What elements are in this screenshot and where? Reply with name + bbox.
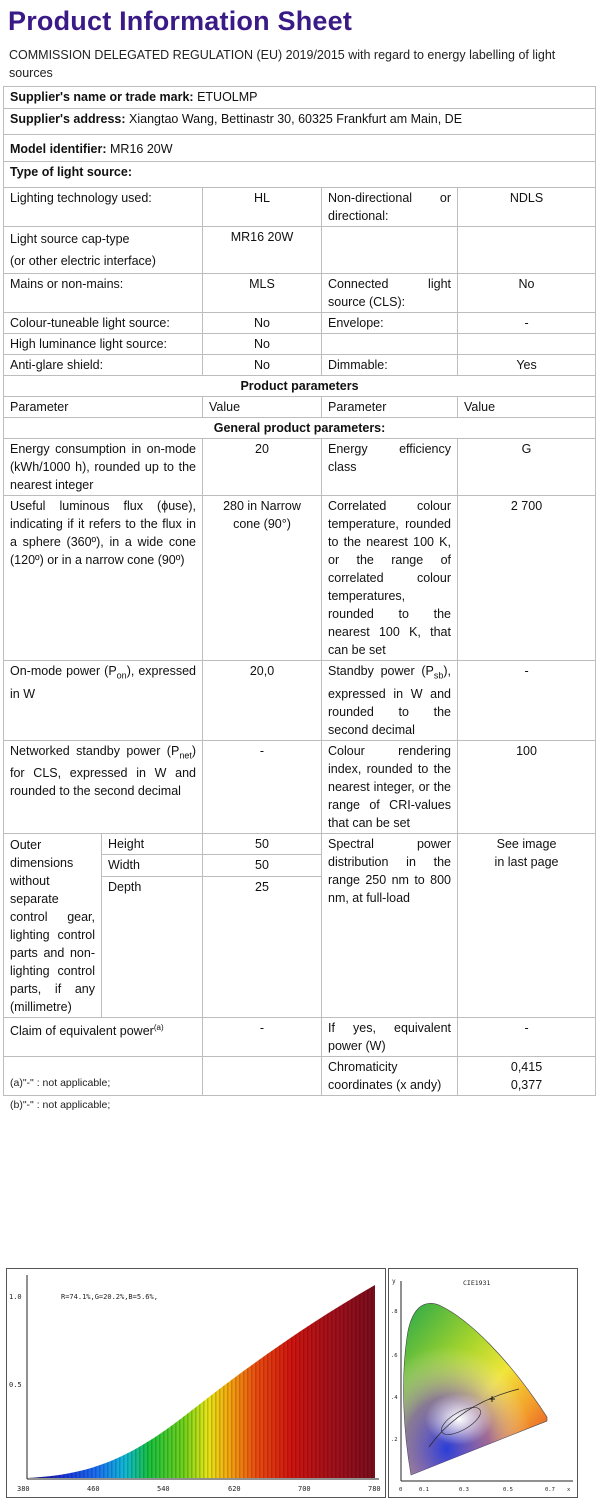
spectrum-y-tick: 0.5 — [9, 1381, 22, 1389]
energy-class-label: Energy efficiency class — [322, 439, 458, 496]
cls-label: Connected light source (CLS): — [322, 274, 458, 313]
spectrum-stripes — [27, 1285, 375, 1478]
cct-label: Correlated colour temperature, rounded to the nearest 100 K, or the range of correlated colour temperatures, rounded to the nearest 100 K, that can be set — [322, 496, 458, 661]
cie-y-tick: .2 — [391, 1437, 398, 1443]
type-heading-row — [4, 162, 596, 188]
spectrum-image — [6, 1268, 386, 1498]
on-mode-power-label: On-mode power $(P_{on})$, expressed in W — [4, 661, 203, 741]
cie-white-region — [425, 1393, 493, 1445]
cie-y-label: y — [392, 1278, 396, 1285]
flux-value: 280 in Narrow cone (90°) — [203, 496, 322, 661]
param-row-energy — [4, 439, 596, 496]
spectrum-svg — [7, 1269, 385, 1497]
spectrum-x-tick: 700 — [298, 1485, 311, 1493]
claim-value: - — [203, 1017, 322, 1056]
cie-x-tick: 0.5 — [503, 1487, 513, 1493]
spectrum-y-tick: 1.0 — [9, 1293, 22, 1301]
dimmable-label: Dimmable: — [322, 355, 458, 376]
cap-value: MR16 20W — [203, 227, 322, 274]
cri-value: 100 — [458, 740, 596, 833]
networked-standby-label: Networked standby power $(P_{net})$ for CLS, expressed in W and rounded to the second decimal — [4, 740, 203, 833]
supplier-name-value: ETUOLMP — [197, 90, 258, 104]
tuneable-label: Colour-tuneable light source: — [4, 313, 203, 334]
spd-value: See image in last page — [458, 833, 596, 1017]
type-heading: Type of light source: — [4, 162, 596, 188]
type-row-tech — [4, 188, 596, 227]
on-mode-power-value: 20,0 — [203, 661, 322, 741]
chromaticity-label: Chromaticity coordinates (x andy) — [322, 1056, 458, 1095]
type-row-mains — [4, 274, 596, 313]
tech-label: Lighting technology used: — [4, 188, 203, 227]
cie-x-tick: 0.7 — [545, 1487, 555, 1493]
model-label: Model identifier: — [10, 142, 107, 156]
cie-y-tick: .8 — [391, 1309, 398, 1315]
tuneable-value: No — [203, 313, 322, 334]
mains-label: Mains or non-mains: — [4, 274, 203, 313]
equivalent-power-label: If yes, equivalent power (W) — [322, 1017, 458, 1056]
spectrum-annotation: R=74.1%,G=20.2%,B=5.6%, — [61, 1293, 158, 1301]
standby-power-value: - — [458, 661, 596, 741]
cap-label-1: Light source cap-type — [10, 232, 130, 246]
general-heading: General product parameters: — [4, 418, 596, 439]
energy-value: 20 — [203, 439, 322, 496]
flux-label: Useful luminous flux (ϕuse), indicating if it refers to the flux in a sphere (360º), in a wide cone (120º) or in a narrow cone (90º) — [4, 496, 203, 661]
spectrum-x-tick: 460 — [87, 1485, 100, 1493]
width-value: 50 — [203, 855, 322, 877]
type-row-hl — [4, 334, 596, 355]
cie-y-tick: .4 — [391, 1395, 398, 1401]
envelope-value: - — [458, 313, 596, 334]
mains-value: MLS — [203, 274, 322, 313]
supplier-name-label: Supplier's name or trade mark: — [10, 90, 194, 104]
dimmable-value: Yes — [458, 355, 596, 376]
width-label: Width — [102, 855, 203, 877]
chromaticity-value: 0,415 0,377 — [458, 1056, 596, 1095]
param-row-flux — [4, 496, 596, 661]
param-row-power — [4, 661, 596, 741]
param-row-claim — [4, 1017, 596, 1056]
cap-label-2: (or other electric interface) — [10, 254, 156, 268]
product-params-row — [4, 376, 596, 397]
page-title: Product Information Sheet — [8, 6, 353, 36]
networked-standby-value: - — [203, 740, 322, 833]
cie-title: CIE1931 — [463, 1279, 491, 1287]
type-row-cap — [4, 227, 596, 274]
supplier-address-row — [4, 109, 596, 135]
envelope-label: Envelope: — [322, 313, 458, 334]
depth-label: Depth — [102, 877, 203, 1017]
model-value: MR16 20W — [110, 142, 173, 156]
note-b: (b)"-" : not applicable; — [10, 1099, 111, 1111]
param-row-chromaticity — [4, 1056, 596, 1095]
cie-x-tick: 0.3 — [459, 1487, 469, 1493]
cie-svg — [389, 1269, 577, 1497]
cie-x-label: x — [567, 1487, 571, 1493]
spd-label: Spectral power distribution in the range 250 nm to 800 nm, at full-load — [322, 833, 458, 1017]
cls-value: No — [458, 274, 596, 313]
type-row-tune — [4, 313, 596, 334]
tech-value: HL — [203, 188, 322, 227]
col-value-2: Value — [458, 397, 596, 418]
cie-diagram-image — [388, 1268, 578, 1498]
spectrum-x-tick: 540 — [157, 1485, 170, 1493]
depth-value: 25 — [203, 877, 322, 1017]
col-parameter-1: Parameter — [4, 397, 203, 418]
cct-value: 2 700 — [458, 496, 596, 661]
claim-label: Claim of equivalent power$^{(a)}$ — [4, 1017, 203, 1056]
supplier-name-row — [4, 87, 596, 109]
energy-class-value: G — [458, 439, 596, 496]
regulation-text: COMMISSION DELEGATED REGULATION (EU) 2019/2015 with regard to energy labelling of light sources — [9, 48, 556, 80]
col-value-1: Value — [203, 397, 322, 418]
equivalent-power-value: - — [458, 1017, 596, 1056]
energy-label: Energy consumption in on-mode (kWh/1000 h), rounded up to the nearest integer — [4, 439, 203, 496]
standby-power-label: Standby power $(P_{sb})$, expressed in W and rounded to the second decimal — [322, 661, 458, 741]
product-params-heading: Product parameters — [4, 376, 596, 397]
supplier-address-value: Xiangtao Wang, Bettinastr 30, 60325 Frankfurt am Main, DE — [129, 112, 463, 126]
spectrum-x-tick: 620 — [228, 1485, 241, 1493]
param-row-height — [4, 833, 596, 855]
spectrum-x-tick: 780 — [368, 1485, 381, 1493]
antiglare-value: No — [203, 355, 322, 376]
note-a: (a)"-" : not applicable; — [10, 1077, 111, 1089]
type-row-antiglare — [4, 355, 596, 376]
cie-x-tick: 0.1 — [419, 1487, 429, 1493]
supplier-address-label: Supplier's address: — [10, 112, 126, 126]
cie-y-tick: .6 — [391, 1353, 398, 1359]
product-info-table — [3, 86, 596, 1096]
height-label: Height — [102, 833, 203, 855]
model-row — [4, 135, 596, 162]
spectrum-x-tick: 380 — [17, 1485, 30, 1493]
high-luminance-value: No — [203, 334, 322, 355]
cie-x-tick: 0 — [399, 1487, 403, 1493]
column-header-row — [4, 397, 596, 418]
height-value: 50 — [203, 833, 322, 855]
dimensions-label: Outer dimensions without separate control gear, lighting control parts and non-lighting control parts, if any (millimetre) — [4, 833, 102, 1017]
cri-label: Colour rendering index, rounded to the nearest integer, or the range of CRI-values that can be set — [322, 740, 458, 833]
col-parameter-2: Parameter — [322, 397, 458, 418]
param-row-networked — [4, 740, 596, 833]
high-luminance-label: High luminance light source: — [4, 334, 203, 355]
directional-value: NDLS — [458, 188, 596, 227]
general-heading-row — [4, 418, 596, 439]
directional-label: Non-directional or directional: — [322, 188, 458, 227]
antiglare-label: Anti-glare shield: — [4, 355, 203, 376]
cie-gamut-blue — [404, 1303, 547, 1475]
